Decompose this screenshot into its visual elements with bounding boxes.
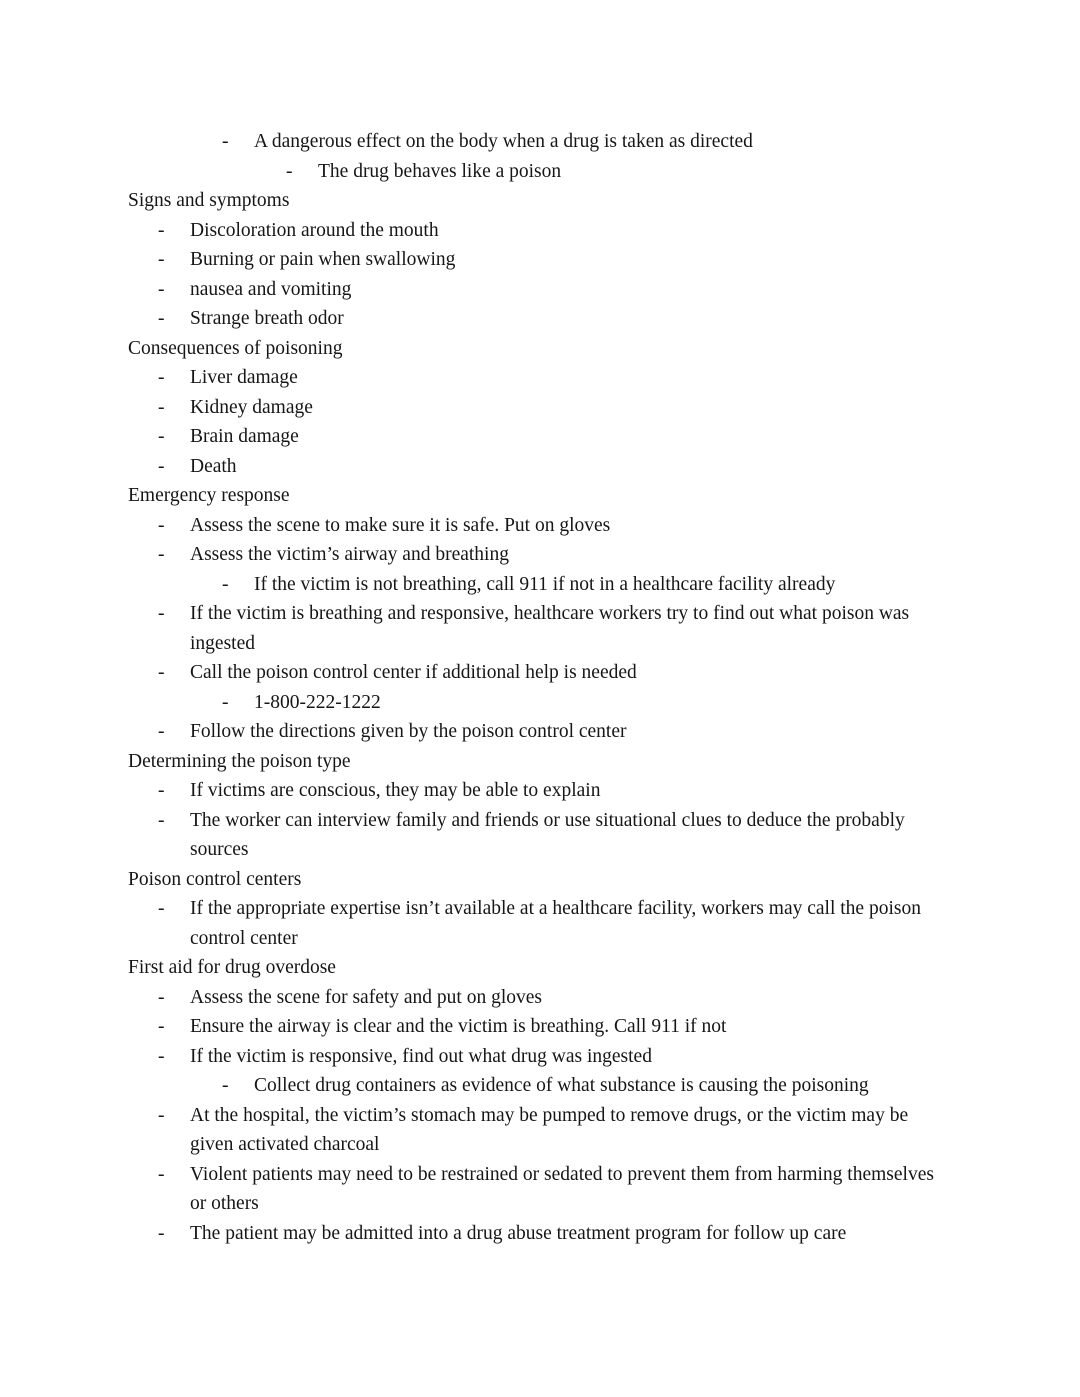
bullet-item — [286, 157, 952, 187]
bullet-item — [158, 894, 952, 953]
bullet-text: Brain damage — [190, 426, 299, 447]
bullet-text: Kidney damage — [190, 396, 313, 418]
bullet-text: Discoloration around the mouth — [190, 219, 439, 241]
bullet-text: Death — [190, 455, 237, 477]
heading-text: Consequences of poisoning — [128, 337, 343, 359]
bullet-item — [158, 1012, 952, 1042]
bullet-item — [222, 688, 952, 718]
bullet-text: Violent patients may need to be restrained or sedated to prevent them from harming themselves or others — [190, 1163, 934, 1214]
bullet-dash: - — [158, 219, 165, 241]
bullet-text: A dangerous effect on the body when a drug is taken as directed — [254, 131, 753, 152]
bullet-text: If the victim is responsive, find out what drug was ingested — [190, 1045, 652, 1067]
bullet-item — [158, 806, 952, 865]
section-heading — [128, 953, 952, 983]
bullet-text: Assess the scene for safety and put on gloves — [190, 986, 542, 1008]
bullet-item — [158, 1042, 952, 1072]
bullet-text: The drug behaves like a poison — [318, 160, 562, 182]
heading-text: Determining the poison type — [128, 750, 351, 772]
bullet-text: If the victim is not breathing, call 911 if not in a healthcare facility already — [254, 573, 836, 595]
bullet-dash: - — [222, 691, 229, 713]
bullet-dash: - — [158, 514, 165, 536]
bullet-dash: - — [158, 603, 165, 624]
bullet-dash: - — [158, 662, 165, 683]
bullet-dash: - — [158, 898, 165, 919]
section-heading — [128, 186, 952, 216]
bullet-item — [158, 245, 952, 275]
bullet-text: At the hospital, the victim’s stomach may be pumped to remove drugs, or the victim may be given activated charcoal — [190, 1104, 909, 1155]
bullet-item — [158, 216, 952, 246]
bullet-dash: - — [158, 1016, 165, 1037]
bullet-dash: - — [158, 455, 165, 477]
bullet-item — [158, 511, 952, 541]
bullet-dash: - — [158, 308, 165, 329]
bullet-item — [158, 1160, 952, 1219]
bullet-item — [158, 599, 952, 658]
bullet-item — [158, 540, 952, 570]
bullet-text: nausea and vomiting — [190, 278, 352, 300]
bullet-item — [158, 658, 952, 688]
heading-text: Signs and symptoms — [128, 190, 290, 211]
bullet-text: The worker can interview family and friends or use situational clues to deduce the probably sources — [190, 809, 905, 860]
bullet-dash: - — [158, 1104, 165, 1126]
heading-text: First aid for drug overdose — [128, 957, 336, 978]
bullet-text: Collect drug containers as evidence of what substance is causing the poisoning — [254, 1075, 869, 1096]
bullet-item — [158, 422, 952, 452]
bullet-item — [158, 776, 952, 806]
bullet-dash: - — [158, 544, 165, 565]
bullet-item — [158, 393, 952, 423]
bullet-dash: - — [158, 1222, 165, 1244]
bullet-dash: - — [158, 367, 165, 388]
bullet-item — [222, 127, 952, 157]
bullet-dash: - — [158, 986, 165, 1008]
bullet-dash: - — [286, 160, 293, 182]
bullet-dash: - — [158, 426, 165, 447]
section-heading — [128, 865, 952, 895]
bullet-item — [158, 304, 952, 334]
bullet-dash: - — [222, 131, 229, 152]
bullet-item — [158, 1219, 952, 1249]
bullet-item — [222, 1071, 952, 1101]
bullet-text: Assess the victim’s airway and breathing — [190, 544, 509, 565]
heading-text: Emergency response — [128, 485, 290, 506]
bullet-text: Assess the scene to make sure it is safe. Put on gloves — [190, 514, 611, 536]
bullet-text: If the appropriate expertise isn’t available at a healthcare facility, workers may call the poison control center — [190, 898, 921, 949]
bullet-text: 1-800-222-1222 — [254, 691, 381, 713]
bullet-text: Follow the directions given by the poison control center — [190, 721, 627, 742]
bullet-dash: - — [222, 1075, 229, 1096]
bullet-dash: - — [158, 396, 165, 418]
section-heading — [128, 747, 952, 777]
bullet-dash: - — [158, 780, 165, 801]
heading-text: Poison control centers — [128, 868, 302, 890]
bullet-item — [158, 275, 952, 305]
bullet-item — [158, 1101, 952, 1160]
bullet-item — [158, 452, 952, 482]
bullet-dash: - — [158, 249, 165, 270]
bullet-dash: - — [158, 809, 165, 831]
bullet-dash: - — [158, 278, 165, 300]
bullet-dash: - — [158, 1045, 165, 1067]
bullet-text: If the victim is breathing and responsive, healthcare workers try to find out what poison was ingested — [190, 603, 910, 654]
bullet-text: Call the poison control center if additional help is needed — [190, 662, 637, 683]
bullet-item — [158, 983, 952, 1013]
bullet-text: Burning or pain when swallowing — [190, 249, 456, 270]
bullet-text: If victims are conscious, they may be able to explain — [190, 780, 601, 801]
bullet-text: Strange breath odor — [190, 308, 344, 329]
bullet-item — [222, 570, 952, 600]
bullet-text: The patient may be admitted into a drug abuse treatment program for follow up care — [190, 1222, 847, 1244]
bullet-dash: - — [222, 573, 229, 595]
bullet-text: Liver damage — [190, 367, 298, 388]
bullet-item — [158, 363, 952, 393]
section-heading — [128, 481, 952, 511]
section-heading — [128, 334, 952, 364]
bullet-item — [158, 717, 952, 747]
bullet-dash: - — [158, 721, 165, 742]
bullet-dash: - — [158, 1163, 165, 1185]
bullet-text: Ensure the airway is clear and the victim is breathing. Call 911 if not — [190, 1016, 727, 1037]
